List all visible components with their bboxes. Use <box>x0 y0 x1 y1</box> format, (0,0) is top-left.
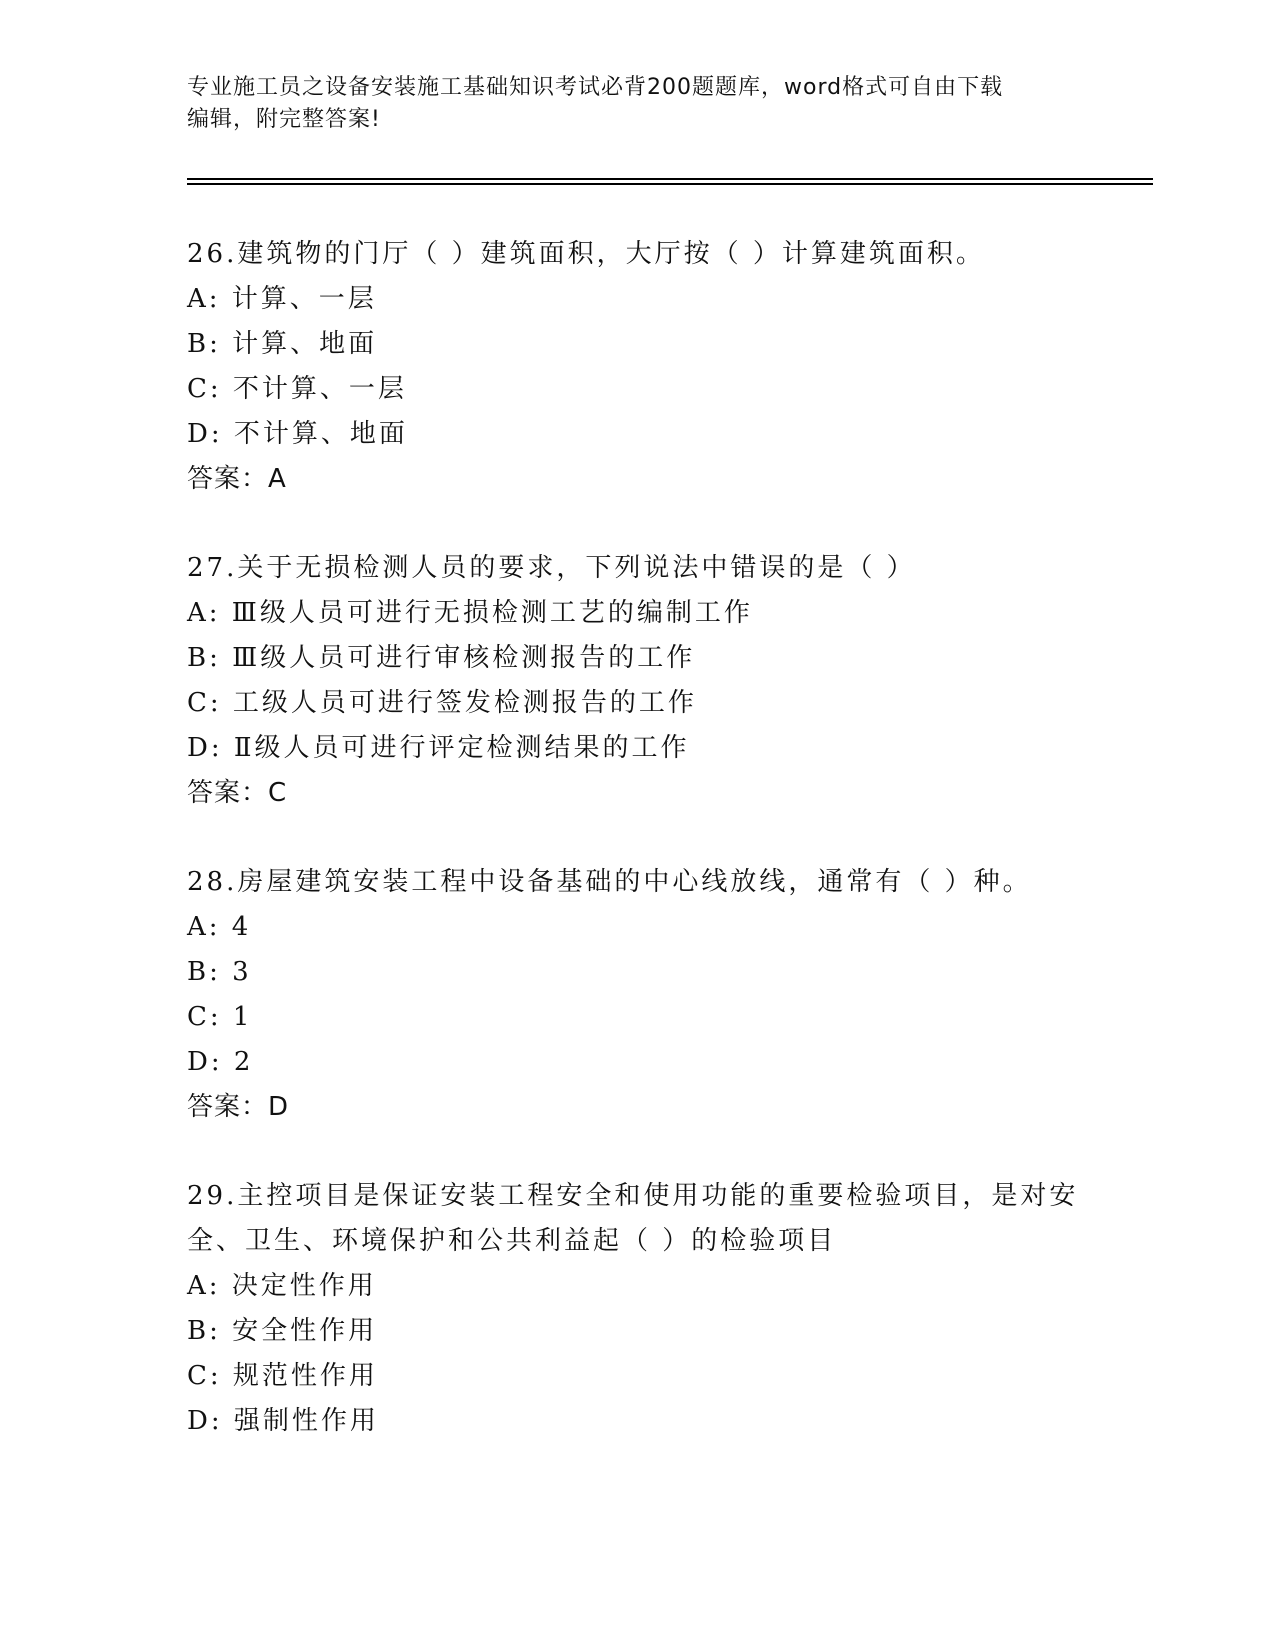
question-stem: 27.关于无损检测人员的要求，下列说法中错误的是（ ） <box>187 553 916 583</box>
question-26 <box>187 232 1087 502</box>
option-b: B: 安全性作用 <box>187 1316 378 1346</box>
header-divider-top <box>187 178 1153 180</box>
option-a: A: 4 <box>187 912 252 942</box>
option-c: C: 工级人员可进行签发检测报告的工作 <box>187 688 697 718</box>
question-stem-line-2: 全、卫生、环境保护和公共利益起（ ）的检验项目 <box>187 1226 837 1256</box>
answer-line: 答案：A <box>187 464 287 494</box>
header-divider-bottom <box>187 183 1153 185</box>
question-29 <box>187 1174 1087 1444</box>
option-a: A: Ⅲ级人员可进行无损检测工艺的编制工作 <box>187 598 753 628</box>
option-d: D: Ⅱ级人员可进行评定检测结果的工作 <box>187 733 690 763</box>
option-d: D: 强制性作用 <box>187 1406 379 1436</box>
document-header <box>187 72 1087 136</box>
option-d: D: 2 <box>187 1047 254 1077</box>
question-stem: 26.建筑物的门厅（ ）建筑面积，大厅按（ ）计算建筑面积。 <box>187 239 985 269</box>
option-b: B: Ⅲ级人员可进行审核检测报告的工作 <box>187 643 696 673</box>
question-list <box>187 232 1087 1488</box>
question-28 <box>187 860 1087 1130</box>
answer-line: 答案：C <box>187 778 288 808</box>
option-c: C: 规范性作用 <box>187 1361 378 1391</box>
option-a: A: 决定性作用 <box>187 1271 377 1301</box>
header-title-line-1: 专业施工员之设备安装施工基础知识考试必背200题题库，word格式可自由下载 <box>187 75 1004 100</box>
option-b: B: 计算、地面 <box>187 329 378 359</box>
answer-line: 答案：D <box>187 1092 290 1122</box>
question-27 <box>187 546 1087 816</box>
option-a: A: 计算、一层 <box>187 284 377 314</box>
question-stem: 28.房屋建筑安装工程中设备基础的中心线放线，通常有（ ）种。 <box>187 867 1032 897</box>
option-c: C: 不计算、一层 <box>187 374 407 404</box>
option-d: D: 不计算、地面 <box>187 419 408 449</box>
option-b: B: 3 <box>187 957 252 987</box>
option-c: C: 1 <box>187 1002 253 1032</box>
question-stem-line-1: 29.主控项目是保证安装工程安全和使用功能的重要检验项目，是对安 <box>187 1181 1079 1211</box>
header-title-line-2: 编辑，附完整答案! <box>187 107 381 132</box>
